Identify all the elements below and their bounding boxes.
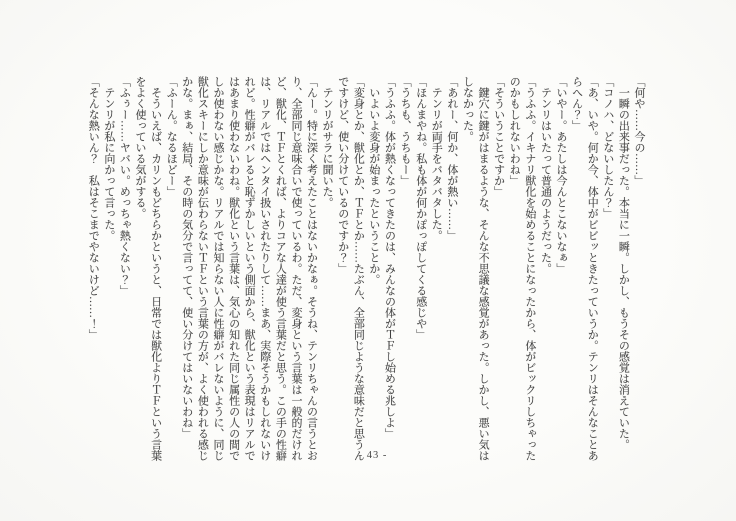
text-line: 「ふぅー……ヤバい。めっちゃ熱くない？」 bbox=[118, 76, 131, 296]
text-line: ですけど、使い分けているのですか？」 bbox=[336, 76, 349, 274]
text-line: 「ほんまやね。私も体が何かぽっぽしてくる感じや」 bbox=[414, 76, 427, 340]
text-line: かな。まぁ、結局、その時の気分で言ってて、使い分けてはいないわね」 bbox=[180, 76, 193, 439]
text-line: いよいよ変身が始まったということか。 bbox=[367, 76, 380, 285]
text-line: をよく使っている気がする。 bbox=[134, 76, 146, 219]
text-line: しなかった。 bbox=[461, 76, 474, 142]
text-line: 「うちも、うちもー」 bbox=[399, 76, 412, 186]
text-line: そういえば、カリンもどちらかというと、日常では獣化よりＴＦという言葉 bbox=[149, 76, 162, 461]
text-line: らへん？」 bbox=[570, 76, 583, 131]
text-line: はあまり使わないわね。獣化という言葉は、気心の知れた同じ属性の人の間で bbox=[227, 76, 240, 461]
text-line: のかもしれないわね」 bbox=[508, 76, 521, 186]
text-line: 獣化スキーにしか意味が伝わらないＴＦという言葉の方が、よく使われる感じ bbox=[196, 76, 209, 461]
text-line: は、リアルではヘンタイ扱いされたりして……まあ、実際そうかもしれないけ bbox=[258, 76, 271, 461]
text-line: テンリが私に向かって言った。 bbox=[102, 76, 115, 241]
text-line: 「そんな熱いん？ 私はそこまでやないけど……！」 bbox=[87, 76, 100, 340]
text-line: 「うふふ。イキナリ獣化を始めることになったから、体がビックリしちゃった bbox=[523, 76, 536, 461]
text-line: 「んー。特に深く考えたことはないかなぁ。そうね、テンリちゃんの言うとお bbox=[305, 76, 318, 461]
text-line: 「コノハ、どないしたん？」 bbox=[601, 76, 614, 219]
text-line: 鍵穴に鍵がはまるような、そんな不思議な感覚があった。しかし、悪い気は bbox=[477, 76, 490, 461]
text-line: テンリがサラに聞いた。 bbox=[321, 76, 334, 208]
text-line: り、全部同じ意味合いで使っているわ。ただ、変身という言葉は一般的だけれ bbox=[289, 76, 302, 461]
text-line: しか使わない感じかな。リアルでは知らない人に性癖がバレないように、同じ bbox=[211, 76, 224, 461]
text-line: テンリが両手をバタバタした。 bbox=[430, 76, 443, 241]
text-line: 「あれー、何か、体が熱い……」 bbox=[445, 76, 458, 241]
text-line: 「いやー。あたしは今んとこないなぁ」 bbox=[555, 76, 568, 274]
text-line: 一瞬の出来事だった。本当に一瞬。しかし、もうその感覚は消えていた。 bbox=[617, 76, 630, 450]
text-line: 「うふふ。体が熱くなってきたのは、みんなの体がＴＦし始める兆しよ」 bbox=[383, 76, 396, 439]
text-line: れど。性癖がバレると恥ずかしいという側面から、獣化という表現はリアルで bbox=[243, 76, 256, 461]
text-line: 「あ、いや。何か今、体中がビビッときたっていうか。テンリはそんなことあ bbox=[586, 76, 599, 461]
text-line: 「何や……今の……」 bbox=[633, 76, 645, 186]
text-line: 「ふーん。なるほどー」 bbox=[165, 76, 178, 197]
page-number: - 43 - bbox=[358, 450, 388, 461]
vertical-text-block bbox=[85, 76, 646, 470]
text-line: 「そういうことですか」 bbox=[492, 76, 505, 197]
text-line: ど、獣化、ＴＦとくれば、よりコアな人達が使う言葉だと思う。この手の性癖 bbox=[274, 76, 287, 461]
text-line: 「変身とか、獣化とか、ＴＦとか……たぶん、全部同じような意味だと思うん bbox=[352, 76, 365, 461]
text-line: テンリはいたって普通のようだった。 bbox=[539, 76, 552, 274]
